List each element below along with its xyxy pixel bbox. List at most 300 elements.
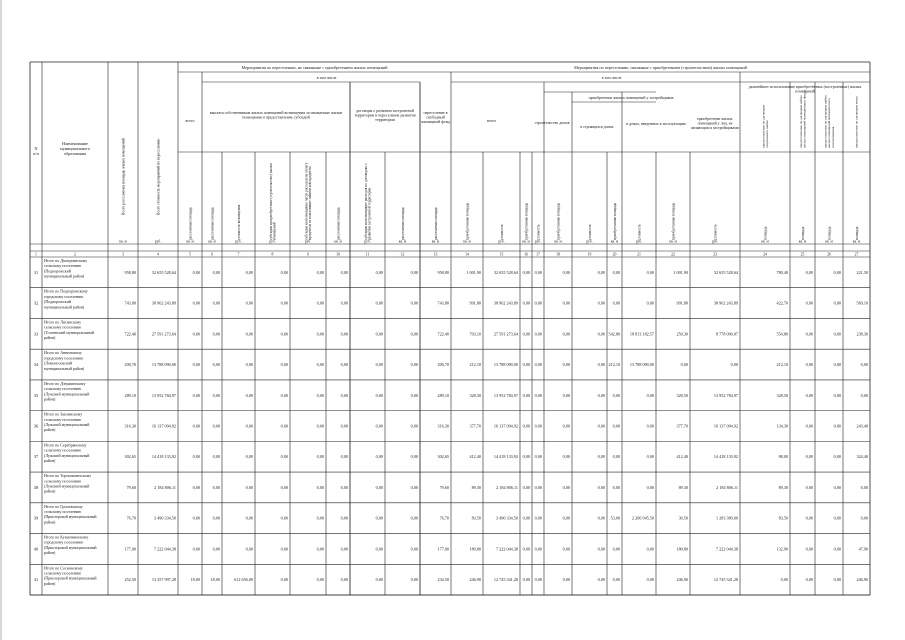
cell-value: 1 001,90 — [673, 269, 688, 275]
cell-value: 0,00 — [597, 300, 605, 306]
cell-value: 316,30 — [124, 423, 136, 429]
cell-value: 0,00 — [375, 546, 383, 552]
cell-value: 0,00 — [805, 515, 813, 521]
cell-value: 0,00 — [805, 577, 813, 583]
row-number: 34 — [33, 362, 39, 368]
cell-value: 0,00 — [597, 423, 605, 429]
cell-value: 0,00 — [562, 546, 570, 552]
cell-value: 212,10 — [776, 362, 788, 368]
unit-8: руб. — [269, 239, 276, 244]
use-type-header-25: жилых помещений маневренного фонда — [802, 89, 807, 148]
cell-value: 0,00 — [522, 269, 530, 275]
cell-value: 0,00 — [316, 392, 324, 398]
cell-value: 134,30 — [776, 423, 788, 429]
cell-value: 0,00 — [597, 392, 605, 398]
row-name: Итого по Подпорожскому — [44, 288, 88, 294]
leaf-header-18: приобретаемая площадь — [556, 202, 561, 240]
cell-value: 0,00 — [833, 515, 841, 521]
cell-value: 0,00 — [375, 577, 383, 583]
cell-value: 0,00 — [375, 392, 383, 398]
cell-value: 991,80 — [676, 300, 688, 306]
cell-value: 0,00 — [192, 484, 200, 490]
row-name: сельскому поселению — [44, 478, 82, 484]
cell-value: 13 788 090,00 — [151, 362, 176, 368]
cell-value: 0,00 — [340, 484, 348, 490]
cell-value: 316,30 — [437, 423, 449, 429]
cell-value: 0,00 — [833, 546, 841, 552]
cell-value: 0,00 — [597, 269, 605, 275]
cell-value: 743,80 — [124, 300, 136, 306]
cell-value: 0,00 — [646, 392, 654, 398]
cell-value: 0,00 — [280, 423, 288, 429]
cell-value: 0,00 — [562, 269, 570, 275]
cell-value: 0,00 — [212, 300, 220, 306]
cell-value: 234,50 — [437, 577, 449, 583]
cell-value: 0,00 — [316, 577, 324, 583]
cell-value: 2 184 806,11 — [154, 484, 176, 490]
row-name: муниципальный район) — [44, 365, 85, 371]
col-number-17: 17 — [536, 252, 540, 257]
cell-value: 0,00 — [646, 546, 654, 552]
cell-value: 14 418 133,92 — [493, 454, 518, 460]
cell-value: 0,00 — [280, 392, 288, 398]
cell-value: 377,70 — [676, 423, 688, 429]
col-number-15: 15 — [499, 252, 504, 257]
cell-value: 0,00 — [833, 331, 841, 337]
use-type-header-25: предоставление по договорам найма — [798, 95, 803, 148]
unit-7: руб. — [235, 239, 242, 244]
row-name: городскому поселению — [44, 539, 84, 545]
header-b-build: строительство домов — [534, 121, 570, 125]
col-number-5: 5 — [189, 252, 191, 257]
cell-value: 0,00 — [280, 484, 288, 490]
cell-value: 0,00 — [375, 454, 383, 460]
leaf-header-22: приобретаемая площадь — [671, 202, 676, 240]
col-number-18: 18 — [556, 252, 560, 257]
cell-value: 0,00 — [562, 577, 570, 583]
cell-value: 0,00 — [212, 392, 220, 398]
unit-11: руб. — [364, 239, 371, 244]
col-number-7: 7 — [237, 252, 240, 257]
cell-value: 0,00 — [316, 269, 324, 275]
cell-value: 79,60 — [126, 484, 136, 490]
cell-value: 0,00 — [612, 484, 620, 490]
col-number-24: 24 — [763, 252, 767, 257]
cell-value: 0,00 — [340, 269, 348, 275]
cell-value: 76,70 — [126, 515, 136, 521]
cell-value: 0,00 — [316, 300, 324, 306]
row-name: городскому поселению — [44, 355, 84, 361]
header-a-sub1: помещения и предоставление субсидий — [242, 114, 310, 120]
row-name: район) — [44, 457, 56, 463]
cell-value: 958,80 — [124, 269, 136, 275]
cell-value: 0,00 — [245, 269, 253, 275]
row-name: район) — [44, 396, 56, 402]
cell-value: 0,00 — [833, 269, 841, 275]
cell-value: 0,00 — [597, 515, 605, 521]
cell-value: 53,00 — [610, 515, 620, 521]
col-number-1: 1 — [35, 252, 37, 257]
header-cost-total: Всего стоимость мероприятий по переселению — [156, 138, 161, 215]
leaf-header-7: стоимость возмещения — [236, 204, 241, 240]
cell-value: 0,00 — [212, 362, 220, 368]
row-name: (Подпорожский — [44, 299, 71, 305]
leaf-header-15: стоимость — [499, 224, 504, 240]
cell-value: 38 962 243,89 — [493, 300, 518, 306]
cell-value: 27 591 273,64 — [151, 331, 176, 337]
unit-20: кв. м — [610, 239, 619, 244]
cell-value: 0,00 — [833, 392, 841, 398]
col-number-20: 20 — [612, 252, 617, 257]
cell-value: 612 656,00 — [234, 577, 253, 583]
cell-value: 0,00 — [245, 300, 253, 306]
scan-left-edge — [0, 0, 2, 640]
row-name: Итого по Дзержинскому — [44, 380, 86, 386]
cell-value: 324,40 — [856, 454, 868, 460]
unit-16: кв. м — [522, 239, 530, 244]
cell-value: 0,00 — [340, 300, 348, 306]
unit-15: руб. — [498, 239, 505, 244]
cell-value: 0,00 — [245, 392, 253, 398]
unit-10: кв. м — [334, 239, 342, 244]
cell-value: 569,10 — [856, 300, 868, 306]
use-leaf-header-26: площадь — [827, 226, 832, 240]
row-name: сельскому поселению — [44, 570, 82, 576]
cell-value: 238,30 — [856, 331, 868, 337]
use-leaf-header-25: площадь — [800, 226, 805, 240]
leaf-header-6: расселяемая площадь — [210, 206, 215, 240]
header-group-b: Мероприятия по переселению, связанные с приобретением (строительством) жилых помещений — [574, 65, 747, 70]
col-number-16: 16 — [524, 252, 528, 257]
cell-value: 0,00 — [833, 300, 841, 306]
cell-value: 554,80 — [776, 331, 788, 337]
cell-value: 0,00 — [522, 515, 530, 521]
header-group-a: Мероприятия по переселению, не связанные с приобретением жилых помещений — [241, 65, 388, 70]
header-b-total: всего — [486, 118, 497, 123]
col-number-2: 2 — [74, 252, 76, 257]
cell-value: 0,00 — [192, 300, 200, 306]
cell-value: 0,00 — [597, 577, 605, 583]
cell-value: 0,00 — [562, 392, 570, 398]
col-number-21: 21 — [637, 252, 641, 257]
cell-value: 0,00 — [597, 362, 605, 368]
leaf-header-10: расселяемая площадь — [336, 206, 341, 240]
cell-value: 0,00 — [192, 546, 200, 552]
cell-value: 0,00 — [410, 484, 418, 490]
cell-value: 0,00 — [646, 454, 654, 460]
cell-value: 0,00 — [646, 423, 654, 429]
cell-value: 0,00 — [316, 362, 324, 368]
cell-value: 0,00 — [340, 577, 348, 583]
cell-value: 0,00 — [562, 362, 570, 368]
row-name: сельскому поселению — [44, 324, 82, 330]
row-name: сельскому поселению — [44, 386, 82, 392]
row-name: Итого по Громовскому — [44, 503, 83, 509]
cell-value: 0,00 — [410, 331, 418, 337]
cell-value: 289,10 — [124, 392, 136, 398]
cell-value: 0,00 — [192, 392, 200, 398]
cell-value: 0,00 — [805, 454, 813, 460]
cell-value: 212,10 — [469, 362, 481, 368]
cell-value: 0,00 — [316, 454, 324, 460]
unit-27: кв. м — [852, 239, 861, 244]
use-type-header-24: предоставление по договорам — [761, 104, 766, 148]
cell-value: 0,00 — [212, 484, 220, 490]
cell-value: 0,00 — [562, 454, 570, 460]
cell-value: 0,00 — [375, 423, 383, 429]
cell-value: 0,00 — [212, 269, 220, 275]
cell-value: 0,00 — [375, 515, 383, 521]
cell-value: 2 206 945,50 — [632, 515, 654, 521]
col-number-8: 8 — [271, 252, 274, 257]
leaf-header-11: развитии застроенной территории — [367, 187, 372, 240]
cell-value: 16 137 094,92 — [713, 423, 738, 429]
cell-value: 0,00 — [410, 269, 418, 275]
cell-value: 0,00 — [780, 577, 788, 583]
cell-value: 0,00 — [192, 331, 200, 337]
row-name: район) — [44, 427, 56, 433]
cell-value: 0,00 — [280, 362, 288, 368]
row-name: (Лужский муниципальный — [44, 391, 90, 397]
cell-value: 0,00 — [340, 392, 348, 398]
row-name: Итого по Кузнечнинскому — [44, 534, 89, 540]
unit-6: кв. м — [208, 239, 216, 244]
row-name: Итого по Серебрянскому — [44, 442, 87, 448]
row-number: 35 — [33, 392, 39, 398]
col-number-12: 12 — [400, 252, 405, 257]
col-number-22: 22 — [671, 252, 675, 257]
row-name: Итого по Дмитриевскому — [44, 258, 88, 263]
cell-value: 2 184 806,11 — [716, 484, 738, 490]
cell-value: 0,00 — [410, 362, 418, 368]
cell-value: 0,00 — [833, 454, 841, 460]
cell-value: 0,00 — [562, 331, 570, 337]
row-name: сельскому поселению — [44, 263, 82, 269]
col-number-10: 10 — [336, 252, 340, 257]
row-name: (Тосненский муниципальный — [44, 329, 95, 335]
cell-value: 200,70 — [124, 362, 136, 368]
cell-value: 83,50 — [778, 515, 788, 521]
unit-14: кв. м — [463, 239, 471, 244]
header-a-sub2: договоры о развитии застроенной — [356, 108, 414, 113]
header-name: Наименование — [61, 141, 89, 146]
cell-value: 0,00 — [597, 546, 605, 552]
cell-value: 0,00 — [245, 484, 253, 490]
cell-value: 0,00 — [805, 269, 813, 275]
row-name: сельскому поселению — [44, 447, 82, 453]
col-number-27: 27 — [854, 252, 859, 257]
cell-value: 0,00 — [410, 423, 418, 429]
cell-value: 0,00 — [562, 484, 570, 490]
row-name: (Приозерский муниципальный — [44, 514, 97, 520]
col-number-26: 26 — [827, 252, 831, 257]
cell-value: 0,00 — [212, 515, 220, 521]
leaf-header-13: расселяемая площадь — [433, 206, 438, 240]
header-a-sub1: выплата собственникам жилых помещений возмещения за изымаемые жилые — [209, 110, 343, 115]
cell-value: 0,00 — [612, 546, 620, 552]
cell-value: 0,00 — [340, 331, 348, 337]
leaf-header-21: стоимость — [637, 224, 642, 240]
cell-value: 0,00 — [860, 484, 868, 490]
header-a-sub2: территории и переселение развития — [354, 112, 416, 118]
cell-value: 0,00 — [192, 269, 200, 275]
cell-value: 0,00 — [280, 546, 288, 552]
col-number-6: 6 — [211, 252, 213, 257]
cell-value: 0,00 — [522, 331, 530, 337]
use-leaf-header-24: площадь — [763, 226, 768, 240]
cell-value: 0,00 — [833, 577, 841, 583]
cell-value: 89,30 — [778, 484, 788, 490]
cell-value: 328,50 — [776, 392, 788, 398]
cell-value: 412,40 — [469, 454, 481, 460]
cell-value: 0,00 — [522, 454, 530, 460]
header-no: N — [34, 146, 38, 151]
cell-value: 0,00 — [612, 577, 620, 583]
cell-value: 0,00 — [340, 454, 348, 460]
cell-value: 0,00 — [597, 454, 605, 460]
unit-24: кв. м — [761, 239, 769, 244]
cell-value: 0,00 — [245, 515, 253, 521]
row-number: 39 — [33, 515, 39, 521]
use-type-header-26: использования — [830, 126, 835, 148]
unit-17: руб. — [534, 239, 542, 244]
cell-value: 246,90 — [676, 577, 688, 583]
cell-value: 0,00 — [805, 362, 813, 368]
cell-value: 0,00 — [212, 331, 220, 337]
cell-value: 542,80 — [608, 331, 620, 337]
leaf-header-5: расселяемая площадь — [188, 206, 193, 240]
header-b-acq-ready: в домах, введенных в эксплуатацию — [626, 122, 686, 126]
row-name: район) — [44, 550, 56, 556]
cell-value: 2 184 806,11 — [496, 484, 518, 490]
cell-value: 7 222 044,38 — [716, 546, 738, 552]
cell-value: 0,00 — [805, 331, 813, 337]
cell-value: 0,00 — [192, 423, 200, 429]
cell-value: 0,00 — [534, 362, 542, 368]
unit-26: кв. м — [825, 239, 833, 244]
use-type-header-24: социального найма — [765, 120, 770, 148]
cell-value: 793,10 — [469, 331, 481, 337]
cell-value: 0,00 — [805, 300, 813, 306]
cell-value: 0,00 — [375, 269, 383, 275]
cell-value: 0,00 — [212, 423, 220, 429]
header-b-acquire: приобретение жилых помещений у застройщиков — [588, 95, 674, 100]
cell-value: 0,00 — [192, 454, 200, 460]
cell-value: 13 952 784,97 — [493, 392, 518, 398]
unit-12: кв. м — [398, 239, 407, 244]
cell-value: 3 490 334,50 — [496, 515, 518, 521]
cell-value: 0,00 — [562, 423, 570, 429]
cell-value: 0,00 — [340, 362, 348, 368]
cell-value: 32 655 528,64 — [151, 269, 176, 275]
leaf-header-16: приобретаемая площадь — [524, 202, 529, 240]
cell-value: 0,00 — [833, 423, 841, 429]
unit-19: руб. — [586, 239, 593, 244]
row-number: 33 — [33, 331, 39, 337]
header-b-other: являющихся застройщиками — [691, 125, 739, 130]
leaf-header-12: расселяемая площадь — [400, 206, 405, 240]
cell-value: 7 222 044,38 — [496, 546, 518, 552]
cell-value: 0,00 — [522, 300, 530, 306]
cell-value: 0,00 — [646, 484, 654, 490]
cell-value: 18 813 182,57 — [629, 331, 654, 337]
header-a-total: всего — [185, 118, 195, 123]
cell-value: 0,00 — [280, 515, 288, 521]
header-b-acq-build: в строящихся домах — [580, 125, 614, 129]
cell-value: 0,00 — [522, 423, 530, 429]
cell-value: 0,00 — [410, 546, 418, 552]
cell-value: 30,50 — [678, 515, 688, 521]
header-including-a: в том числе — [316, 75, 337, 80]
row-name: Итого по Заклинскому — [44, 411, 83, 417]
cell-value: 0,00 — [410, 577, 418, 583]
cell-value: 0,00 — [522, 392, 530, 398]
cell-value: 0,00 — [245, 546, 253, 552]
cell-value: 0,00 — [375, 484, 383, 490]
cell-value: 0,00 — [340, 515, 348, 521]
cell-value: 89,30 — [678, 484, 688, 490]
cell-value: 0,00 — [612, 300, 620, 306]
row-name: Итого по Лисинскому — [44, 319, 82, 325]
cell-value: 0,00 — [612, 454, 620, 460]
leaf-header-23: стоимость — [713, 224, 718, 240]
use-leaf-header-27: площадь — [854, 226, 859, 240]
leaf-header-11: субсидия на возмещение расходов по договорам о — [363, 163, 368, 240]
cell-value: 32 655 528,64 — [713, 269, 738, 275]
row-number: 32 — [33, 300, 39, 306]
cell-value: 0,00 — [280, 577, 288, 583]
cell-value: 780,40 — [776, 269, 788, 275]
cell-value: 89,30 — [471, 484, 481, 490]
cell-value: 0,00 — [212, 454, 220, 460]
col-number-3: 3 — [122, 252, 124, 257]
cell-value: 12 745 341,28 — [713, 577, 738, 583]
col-number-14: 14 — [465, 252, 469, 257]
row-number: 41 — [33, 577, 39, 583]
cell-value: 0,00 — [534, 269, 542, 275]
cell-value: 0,00 — [522, 577, 530, 583]
col-number-4: 4 — [157, 252, 159, 257]
cell-value: 0,00 — [562, 300, 570, 306]
cell-value: 0,00 — [597, 331, 605, 337]
row-name: Итого по Сосновскому — [44, 565, 83, 571]
cell-value: 328,50 — [469, 392, 481, 398]
row-name: муниципальный район) — [44, 304, 85, 310]
unit-9: руб. — [304, 239, 312, 244]
cell-value: 38 962 243,89 — [713, 300, 738, 306]
cell-value: 0,00 — [280, 269, 288, 275]
cell-value: 377,70 — [469, 423, 481, 429]
cell-value: 289,10 — [437, 392, 449, 398]
row-number: 40 — [33, 546, 39, 552]
cell-value: 18,00 — [190, 577, 200, 583]
cell-value: 0,00 — [280, 454, 288, 460]
cell-value: 0,00 — [245, 362, 253, 368]
row-name: городскому поселению — [44, 293, 84, 299]
cell-value: 0,00 — [375, 300, 383, 306]
row-name: (Подпорожский — [44, 268, 71, 274]
header-area-total: Всего расселяемая площадь жилых помещений — [121, 138, 126, 215]
cell-value: 0,00 — [833, 362, 841, 368]
cell-value: 0,00 — [316, 331, 324, 337]
cell-value: 3 490 334,50 — [154, 515, 176, 521]
row-name: сельскому поселению — [44, 509, 82, 515]
leaf-header-8: помещений — [272, 222, 277, 240]
leaf-header-8: субсидия на приобретение (строительство) жилых — [268, 162, 273, 240]
col-number-13: 13 — [433, 252, 438, 257]
unit-25: кв. м — [798, 239, 807, 244]
cell-value: 16 137 094,92 — [151, 423, 176, 429]
